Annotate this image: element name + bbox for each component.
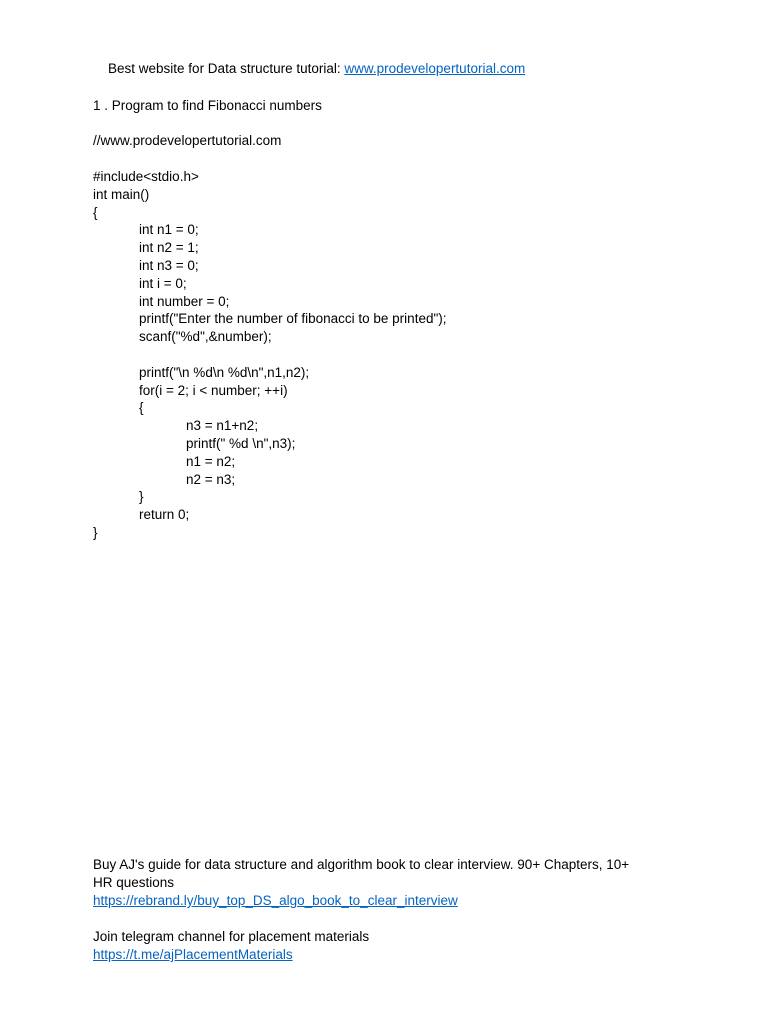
code-line: printf("Enter the number of fibonacci to be printed"); bbox=[139, 311, 447, 327]
code-comment: //www.prodevelopertutorial.com bbox=[93, 133, 282, 148]
book-promo-line2: HR questions bbox=[93, 875, 175, 890]
code-line: n3 = n1+n2; bbox=[186, 418, 259, 434]
code-line bbox=[93, 346, 447, 364]
code-line: n2 = n3; bbox=[186, 471, 236, 487]
header-text: Best website for Data structure tutorial: bbox=[108, 61, 345, 76]
code-line: int i = 0; bbox=[139, 275, 187, 291]
code-line: scanf("%d",&number); bbox=[139, 329, 272, 345]
telegram-promo-text: Join telegram channel for placement materials bbox=[93, 929, 370, 944]
code-line: int n1 = 0; bbox=[139, 222, 199, 238]
code-line: printf("\n %d\n %d\n",n1,n2); bbox=[139, 364, 310, 380]
code-line: int number = 0; bbox=[139, 293, 230, 309]
code-line: } bbox=[93, 524, 98, 540]
code-line: { bbox=[139, 400, 144, 416]
program-title: 1 . Program to find Fibonacci numbers bbox=[93, 98, 322, 113]
code-line: int main() bbox=[93, 186, 150, 202]
code-line: #include<stdio.h> bbox=[93, 169, 199, 184]
code-line: int n3 = 0; bbox=[139, 257, 199, 273]
code-line: n1 = n2; bbox=[186, 453, 236, 469]
code-line: int n2 = 1; bbox=[139, 240, 199, 256]
telegram-link[interactable]: https://t.me/ajPlacementMaterials bbox=[93, 947, 293, 962]
book-promo-line1: Buy AJ's guide for data structure and algorithm book to clear interview. 90+ Chapters, 10+ bbox=[93, 857, 630, 872]
website-link[interactable]: www.prodevelopertutorial.com bbox=[344, 61, 526, 76]
code-block bbox=[93, 168, 447, 542]
code-line: printf(" %d \n",n3); bbox=[186, 435, 296, 451]
header-line bbox=[93, 42, 526, 76]
code-line: for(i = 2; i < number; ++i) bbox=[139, 382, 288, 398]
book-link[interactable]: https://rebrand.ly/buy_top_DS_algo_book_to_clear_interview bbox=[93, 893, 458, 908]
code-line: } bbox=[139, 489, 144, 505]
code-line: { bbox=[93, 204, 98, 220]
code-line: return 0; bbox=[139, 507, 190, 523]
